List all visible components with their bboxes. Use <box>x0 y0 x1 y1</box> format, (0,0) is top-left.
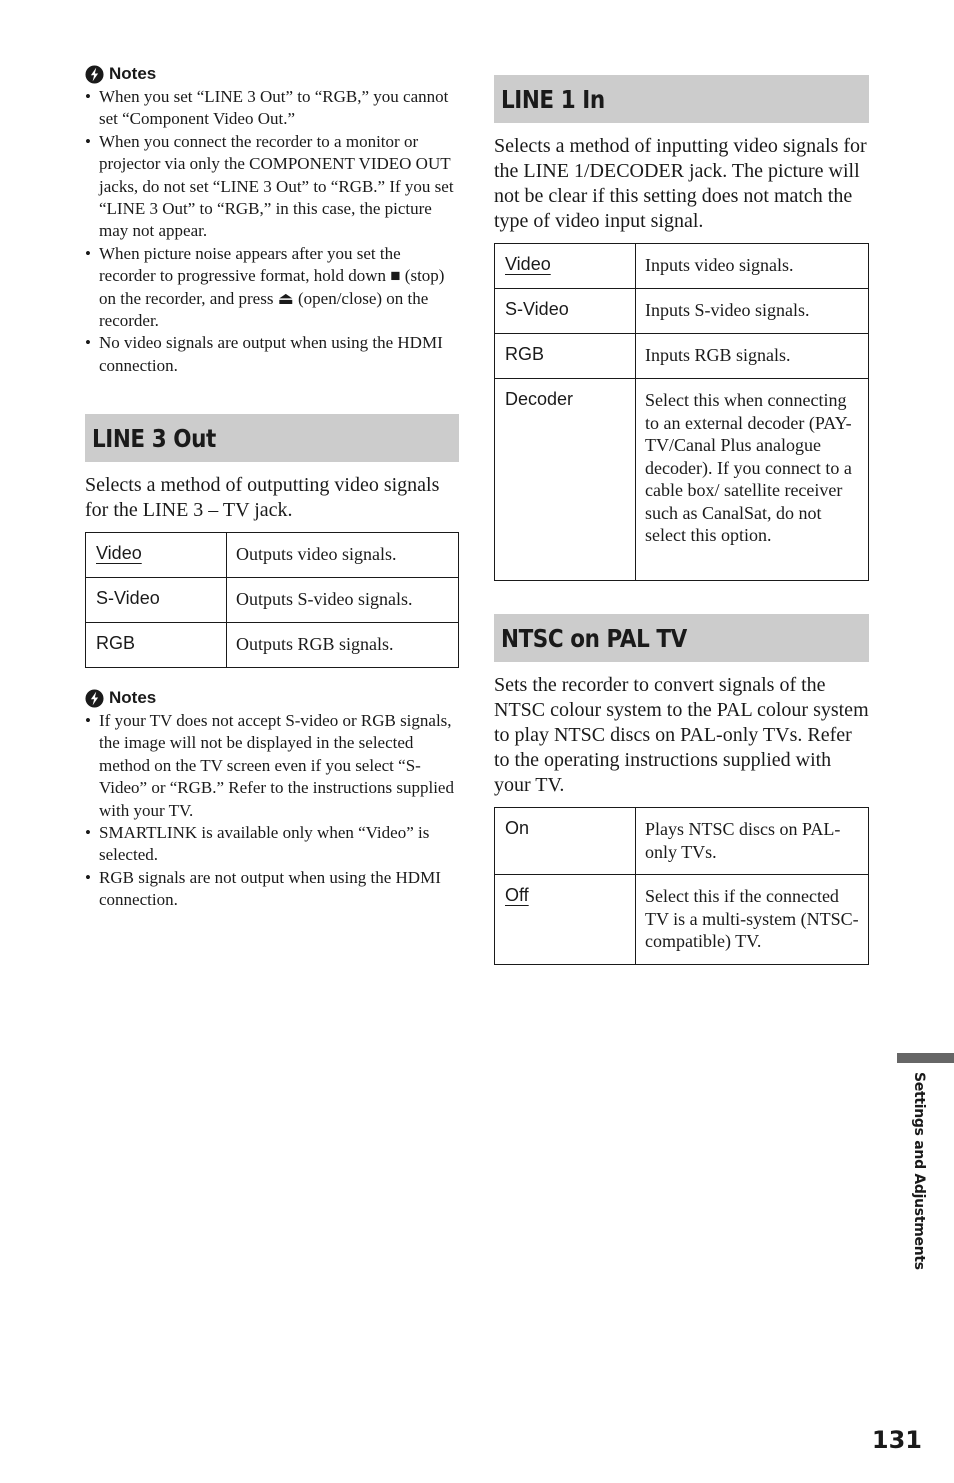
note-item: • No video signals are output when using the HDMI connection. <box>85 332 459 377</box>
option-description: Outputs S-video signals. <box>227 578 459 623</box>
note-item: • RGB signals are not output when using the HDMI connection. <box>85 867 459 912</box>
option-description: Select this when connecting to an external decoder (PAY-TV/Canal Plus analogue decoder). If you connect to a cable box/ satellite receiver such as CanalSat, do not select this option. <box>636 379 869 581</box>
section-description: Selects a method of inputting video signals for the LINE 1/DECODER jack. The picture will not be clear if this setting does not match the type of video input signal. <box>494 135 867 232</box>
option-description: Plays NTSC discs on PAL-only TVs. <box>636 808 869 875</box>
notes-list-2 <box>85 710 459 912</box>
note-item: • When picture noise appears after you set the recorder to progressive format, hold down ■ (stop) on the recorder, and press ⏏ (open/close) on the recorder. <box>85 243 459 333</box>
section-title: LINE 3 Out <box>92 423 216 453</box>
notes-label: Notes <box>109 688 157 707</box>
table-row <box>86 533 459 578</box>
warning-icon <box>85 65 104 84</box>
option-description: Select this if the connected TV is a multi-system (NTSC-compatible) TV. <box>636 875 869 965</box>
table-row <box>495 379 869 581</box>
option-name: On <box>495 808 636 875</box>
notes-heading-2 <box>85 687 459 709</box>
default-option-label: Off <box>505 885 529 905</box>
options-table <box>494 243 869 581</box>
section-line1-in <box>494 75 869 581</box>
option-description: Inputs RGB signals. <box>636 334 869 379</box>
notes-heading-1 <box>85 63 459 85</box>
table-row <box>495 334 869 379</box>
note-item: • When you connect the recorder to a monitor or projector via only the COMPONENT VIDEO OUT jacks, do not set “LINE 3 Out” to “RGB.” If you set “LINE 3 Out” to “RGB,” in this case, the picture may not appear. <box>85 131 459 243</box>
option-name <box>495 244 636 289</box>
option-description: Outputs video signals. <box>227 533 459 578</box>
section-ntsc-on-pal <box>494 614 869 965</box>
option-name <box>86 533 227 578</box>
table-row <box>86 623 459 668</box>
notes-block-1 <box>85 63 459 377</box>
section-line3-out <box>85 414 459 668</box>
chapter-side-label: Settings and Adjustments <box>911 1072 927 1270</box>
options-table <box>494 807 869 965</box>
table-row <box>495 808 869 875</box>
notes-block-2 <box>85 687 459 912</box>
note-item: • If your TV does not accept S-video or RGB signals, the image will not be displayed in the selected method on the TV screen even if you select “S-Video” or “RGB.” Refer to the instructions supplied with your TV. <box>85 710 459 822</box>
option-name: RGB <box>86 623 227 668</box>
table-row <box>86 578 459 623</box>
section-title: LINE 1 In <box>501 84 605 114</box>
option-name: RGB <box>495 334 636 379</box>
option-name: Decoder <box>495 379 636 581</box>
note-item: • When you set “LINE 3 Out” to “RGB,” you cannot set “Component Video Out.” <box>85 86 459 131</box>
notes-label: Notes <box>109 64 157 83</box>
options-table <box>85 532 459 668</box>
section-header <box>494 75 869 123</box>
option-name: S-Video <box>86 578 227 623</box>
option-name: S-Video <box>495 289 636 334</box>
option-description: Inputs S-video signals. <box>636 289 869 334</box>
warning-icon <box>85 689 104 708</box>
section-description: Selects a method of outputting video signals for the LINE 3 – TV jack. <box>85 474 440 521</box>
option-name <box>495 875 636 965</box>
page-number: 131 <box>871 1426 922 1454</box>
section-header <box>85 414 459 462</box>
section-description: Sets the recorder to convert signals of the NTSC colour system to the PAL colour system to play NTSC discs on PAL-only TVs. Refer to the operating instructions supplied with your TV. <box>494 674 869 796</box>
table-row <box>495 289 869 334</box>
section-tab-marker <box>897 1053 954 1063</box>
notes-list-1 <box>85 86 459 377</box>
default-option-label: Video <box>96 543 142 563</box>
option-description: Inputs video signals. <box>636 244 869 289</box>
default-option-label: Video <box>505 254 551 274</box>
table-row <box>495 244 869 289</box>
option-description: Outputs RGB signals. <box>227 623 459 668</box>
section-title: NTSC on PAL TV <box>501 623 687 653</box>
table-row <box>495 875 869 965</box>
section-header <box>494 614 869 662</box>
note-item: • SMARTLINK is available only when “Video” is selected. <box>85 822 459 867</box>
